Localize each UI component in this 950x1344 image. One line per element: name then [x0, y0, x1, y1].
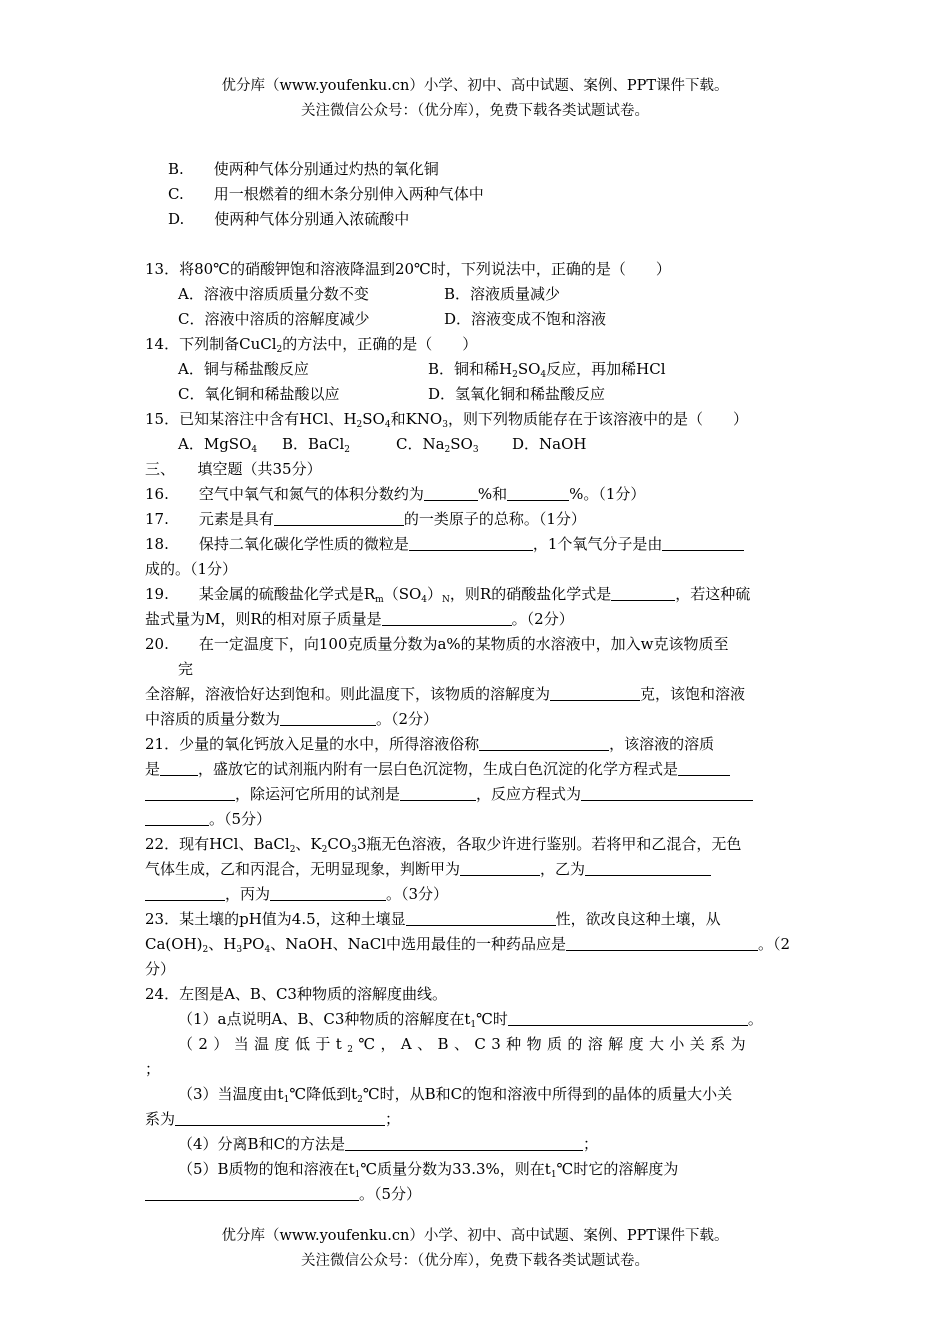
q24-part3-line2: 系为 ；: [145, 1110, 401, 1128]
q23-blank-1[interactable]: [406, 910, 556, 926]
q22-line1: 22．现有HCl、BaCl$_2$、$K_2CO_33$瓶无色溶液，各取少许进行鉴别。若将甲和乙混合，无色: [145, 835, 742, 855]
q15-option-c: C．$Na_2SO_3$: [396, 435, 479, 455]
page-footer-line2: 关注微信公众号：（优分库），免费下载各类试题试卷。: [301, 1253, 649, 1269]
page-header-line2: 关注微信公众号：（优分库），免费下载各类试题试卷。: [301, 103, 649, 119]
q14-option-d: D．氢氧化铜和稀盐酸反应: [428, 385, 606, 403]
q24-part3-line1: （3）当温度由$t_1℃$降低到$t_2℃$时，从B和C的饱和溶液中所得到的晶体的质量大小关: [178, 1085, 733, 1105]
q21-blank-1[interactable]: [479, 735, 609, 751]
q24-blank-4[interactable]: [345, 1135, 583, 1151]
q14-stem: 14．下列制备CuCl$_2$的方法中，正确的是（ ）: [145, 335, 478, 355]
q24-part4: （4）分离B和C的方法是 ；: [178, 1135, 599, 1153]
q16: 16. 空气中氧气和氮气的体积分数约为 %和 %。（1分）: [145, 485, 646, 503]
q20-line3: 全溶解，溶液恰好达到饱和。则此温度下，该物质的溶解度为 克，该饱和溶液: [145, 685, 746, 703]
q17: 17. 元素是具有 的一类原子的总称。（1分）: [145, 510, 586, 528]
q24-part1: （1）a点说明A、B、C3种物质的溶解度在$t_1℃$时 。: [178, 1010, 763, 1030]
q21-line1: 21．少量的氧化钙放入足量的水中，所得溶液俗称 ，该溶液的溶质: [145, 735, 715, 753]
q23-blank-2[interactable]: [566, 935, 758, 951]
q16-blank-2[interactable]: [507, 485, 569, 501]
q21-blank-5b[interactable]: [145, 810, 209, 826]
q24-part5-line1: （5）B质物的饱和溶液在$t_1℃$质量分数为33.3%，则在$t_1℃$时它的溶解度为: [178, 1160, 679, 1180]
q22-blank-yi-b[interactable]: [145, 885, 225, 901]
q15-stem: 15．已知某溶注中含有HCl、$H_2SO_4$和$KNO_3$，则下列物质能存在于该溶液中的是（ ）: [145, 410, 748, 430]
q16-blank-1[interactable]: [424, 485, 478, 501]
q19-line2: 盐式量为M，则R的相对原子质量是 。（2分）: [145, 610, 574, 628]
q19-line1: 19. 某金属的硫酸盐化学式是$R_m(SO_4)_N$，则R的硝酸盐化学式是 ，若这种硫: [145, 585, 751, 605]
q17-blank[interactable]: [274, 510, 404, 526]
q21-blank-2[interactable]: [160, 760, 198, 776]
q21-line3: ，除运河它所用的试剂是 ，反应方程式为: [145, 784, 753, 804]
q24-part2-end: ；: [145, 1060, 161, 1078]
q13-option-b: B．溶液质量减少: [444, 285, 561, 303]
q20-line1: 20. 在一定温度下，向100克质量分数为a%的某物质的水溶液中，加入w克该物质至: [145, 635, 729, 653]
q24-part5-line2: 。（5分）: [145, 1184, 421, 1204]
q15-option-b: B．BaCl$_2$: [282, 435, 350, 455]
q19-blank-1[interactable]: [611, 585, 675, 601]
q23-line2: $Ca(OH)_2$、$H_3PO_4$、NaOH、NaCl中选用最佳的一种药品应是 。（2: [145, 935, 791, 955]
q24-blank-1[interactable]: [508, 1010, 748, 1026]
q22-blank-bing[interactable]: [270, 885, 386, 901]
section-3-heading: 三、 填空题（共35分）: [145, 460, 322, 478]
q21-blank-5a[interactable]: [581, 785, 753, 801]
q22-blank-jia[interactable]: [460, 860, 540, 876]
q24-part2: （2）当温度低于$t_2℃$，A、B、C3种物质的溶解度大小关系为: [178, 1035, 751, 1055]
q20-blank-2[interactable]: [280, 710, 376, 726]
q13-option-d: D．溶液变成不饱和溶液: [444, 310, 607, 328]
q20-line2: 完: [178, 660, 194, 678]
q12-option-c: C. 用一根燃着的细木条分别伸入两种气体中: [168, 185, 484, 203]
q21-line4: 。（5分）: [145, 809, 271, 829]
q20-blank-1[interactable]: [550, 685, 640, 701]
q22-blank-yi-a[interactable]: [585, 860, 711, 876]
q21-blank-3b[interactable]: [145, 785, 235, 801]
q14-option-a: A．铜与稀盐酸反应: [178, 360, 309, 378]
q23-line1: 23．某土壤的pH值为4.5，这种土壤显 性，欲改良这种土壤，从: [145, 910, 721, 928]
q18-blank-2[interactable]: [662, 535, 744, 551]
q20-line4: 中溶质的质量分数为 。（2分）: [145, 710, 439, 728]
q24-stem: 24．左图是A、B、C3种物质的溶解度曲线。: [145, 985, 447, 1003]
q18-blank-1[interactable]: [409, 535, 533, 551]
q23-line3: 分）: [145, 960, 176, 978]
page-footer-line1: 优分库（www.youfenku.cn）小学、初中、高中试题、案例、PPT课件下载。: [221, 1228, 729, 1244]
q15-option-a: A．MgSO$_4$: [178, 435, 258, 455]
q13-option-a: A．溶液中溶质质量分数不变: [178, 285, 369, 303]
q24-blank-3[interactable]: [175, 1110, 385, 1126]
q22-line2: 气体生成，乙和丙混合，无明显现象，判断甲为 ，乙为: [145, 859, 711, 879]
q12-option-b: B. 使两种气体分别通过灼热的氧化铜: [168, 160, 439, 178]
q22-line3: ，丙为 。（3分）: [145, 884, 448, 904]
q13-option-c: C．溶液中溶质的溶解度减少: [178, 310, 370, 328]
q14-option-c: C．氧化铜和稀盐酸以应: [178, 385, 340, 403]
q21-line2: 是 ，盛放它的试剂瓶内附有一层白色沉淀物，生成白色沉淀的化学方程式是: [145, 759, 730, 779]
q21-blank-4[interactable]: [400, 785, 476, 801]
q19-blank-2[interactable]: [382, 610, 512, 626]
q24-blank-5[interactable]: [145, 1185, 359, 1201]
q18-line1: 18. 保持二氧化碳化学性质的微粒是 ，1个氧气分子是由: [145, 534, 744, 554]
q21-blank-3a[interactable]: [678, 760, 730, 776]
q18-line2: 成的。（1分）: [145, 560, 238, 578]
q15-option-d: D．NaOH: [512, 435, 587, 453]
page-header-line1: 优分库（www.youfenku.cn）小学、初中、高中试题、案例、PPT课件下载。: [221, 78, 729, 94]
q14-option-b: B．铜和稀$H_2SO_4$反应，再加稀HCl: [428, 360, 666, 380]
q12-option-d: D. 使两种气体分别通入浓硫酸中: [168, 210, 410, 228]
q13-stem: 13．将80℃的硝酸钾饱和溶液降温到20℃时，下列说法中，正确的是（ ）: [145, 260, 671, 278]
